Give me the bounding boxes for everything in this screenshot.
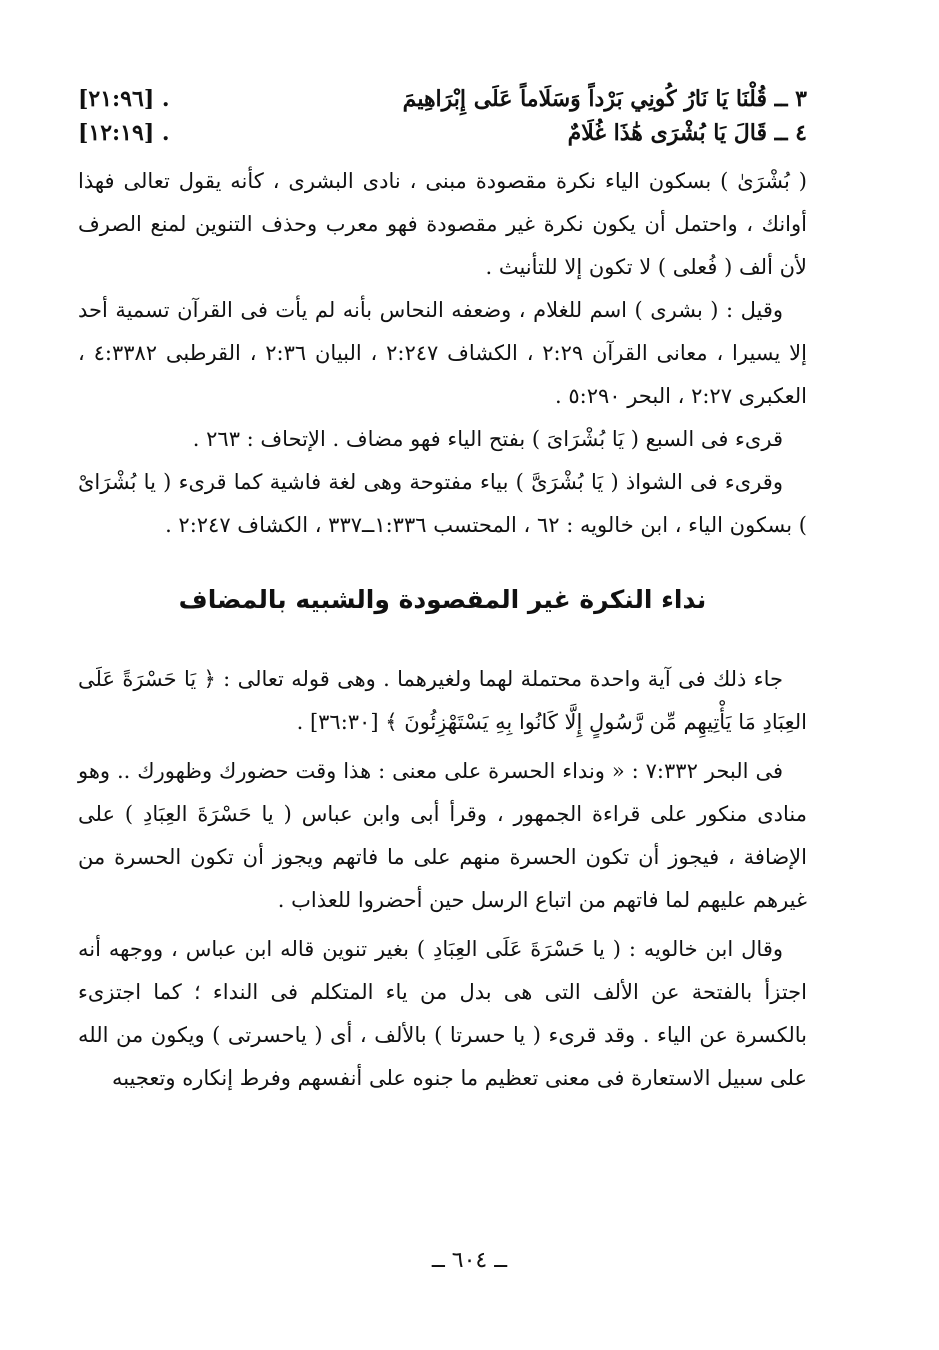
verse-reference: [١٢:١٩] .	[78, 120, 170, 146]
verse-reference: [٢١:٩٦] .	[78, 86, 170, 112]
page-body	[78, 86, 807, 1100]
paragraph: قرىء فى السبع ( يَا بُشْرَاىَ ) بفتح الياء فهو مضاف . الإتحاف : ٢٦٣ .	[192, 427, 783, 451]
paragraph: جاء ذلك فى آية واحدة محتملة لهما ولغيرهما . وهى قوله تعالى : ﴿ يَا حَسْرَةً عَلَى العِبَادِ مَا يَأْتِيهِم مِّن رَّسُولٍ إِلَّا كَانُوا بِهِ يَسْتَهْزِئُونَ ﴾ [٣٦:٣٠] .	[78, 667, 807, 734]
quran-verse	[78, 120, 807, 154]
page-number: ــ ٦٠٤ ــ	[431, 1248, 508, 1273]
paragraph: وقال ابن خالويه : ( يا حَسْرَةَ عَلَى العِبَادِ ) بغير تنوين قاله ابن عباس ، ووجهه أنه اجتزأ بالفتحة عن الألف التى هى بدل من ياء المتكلم فى النداء ؛ كما اجتزىء بالكسرة عن الياء . وقد قرىء ( يا حسرتا ) بالألف ، أى ( ياحسرتى ) ويكون من الله على سبيل الاستعارة فى معنى تعظيم ما جنوه على أنفسهم وفرط إنكاره وتعجيبه	[78, 937, 807, 1090]
paragraph: ( بُشْرَىٰ ) بسكون الياء نكرة مقصودة مبنى ، نادى البشرى ، كأنه يقول تعالى فهذا أوانك ، واحتمل أن يكون نكرة غير مقصودة فهو معرب وحذف التنوين لمنع الصرف لأن ألف ( فُعلى ) لا تكون إلا للتأنيث .	[78, 169, 807, 279]
verse-text: ٤ ــ قَالَ يَا بُشْرَى هَٰذَا غُلَامٌ	[567, 120, 807, 146]
verse-text: ٣ ــ قُلْنَا يَا نَارُ كُونِي بَرْداً وَسَلَاماً عَلَى إِبْرَاهِيمَ	[402, 86, 807, 112]
paragraph: فى البحر ٧:٣٣٢ : « ونداء الحسرة على معنى : هذا وقت حضورك وظهورك .. وهو منادى منكور على قراءة الجمهور ، وقرأ أبى وابن عباس ( يا حَسْرَةَ العِبَادِ ) على الإضافة ، فيجوز أن تكون الحسرة منهم على ما فاتهم ويجوز أن تكون الحسرة من غيرهم عليهم لما فاتهم من اتباع الرسل حين أحضروا للعذاب .	[78, 759, 807, 912]
section-heading: نداء النكرة غير المقصودة والشبيه بالمضاف	[178, 585, 707, 614]
quran-verse	[78, 86, 807, 120]
paragraph: وقيل : ( بشرى ) اسم للغلام ، وضعفه النحاس بأنه لم يأت فى القرآن تسمية أحد إلا يسيرا ، معانى القرآن ٢:٢٩ ، الكشاف ٢:٢٤٧ ، البيان ٢:٣٦ ، القرطبى ٤:٣٣٨٢ ، العكبرى ٢:٢٧ ، البحر ٥:٢٩٠ .	[78, 298, 807, 408]
paragraph: وقرىء فى الشواذ ( يَا بُشْرَىَّ ) بياء مفتوحة وهى لغة فاشية كما قرىء ( يا بُشْرَاىْ ) بسكون الياء ، ابن خالويه : ٦٢ ، المحتسب ١:٣٣٦ــ٣٣٧ ، الكشاف ٢:٢٤٧ .	[78, 470, 807, 537]
